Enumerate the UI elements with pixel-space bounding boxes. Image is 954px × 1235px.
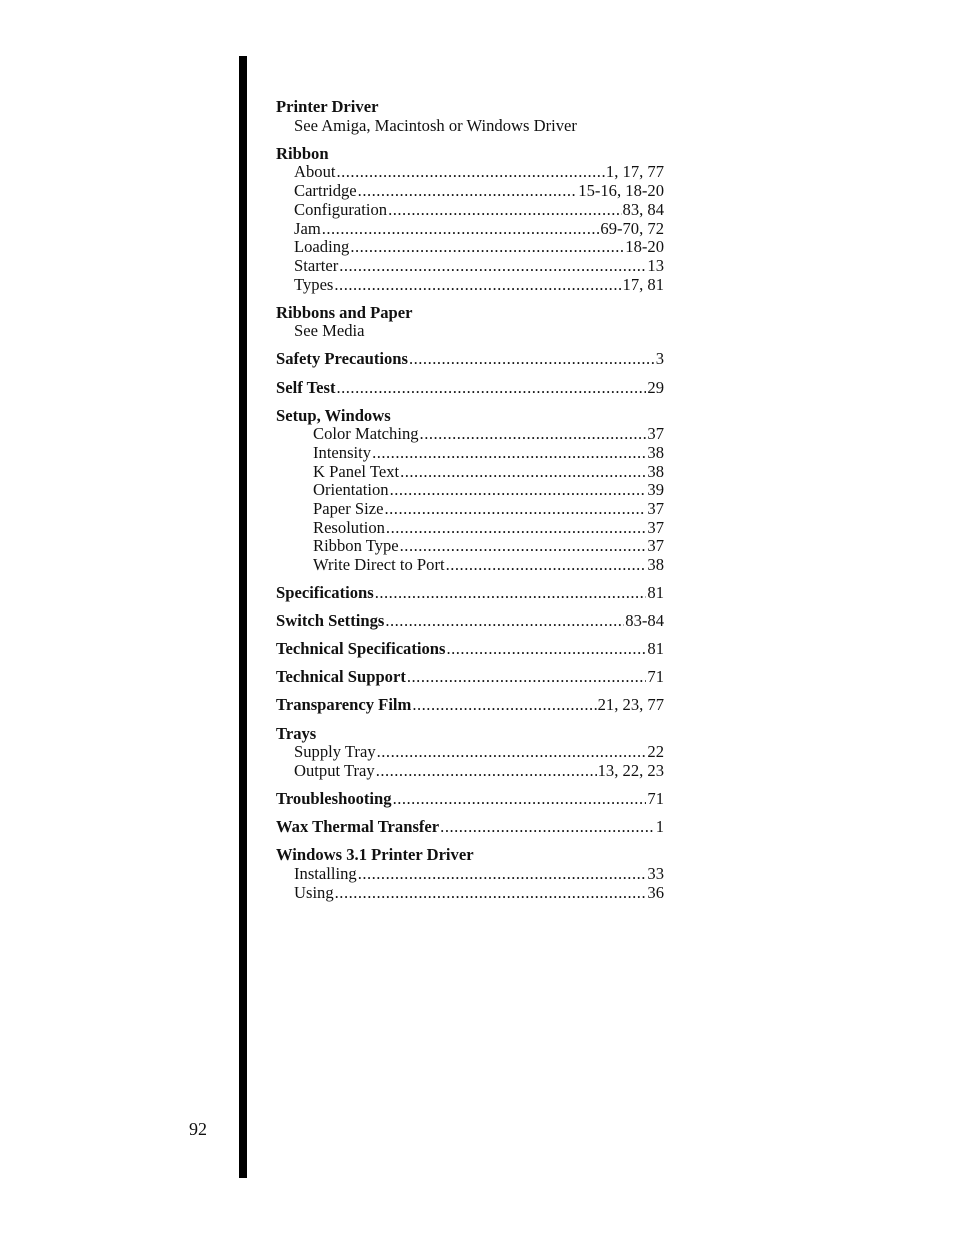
entry-heading xyxy=(276,696,664,715)
dot-leader xyxy=(385,612,624,631)
dot-leader xyxy=(440,818,655,837)
entry-title: Setup, Windows xyxy=(276,405,391,425)
entry-heading xyxy=(276,612,664,631)
entry-heading xyxy=(276,818,664,837)
sub-entry-label: Paper Size xyxy=(313,499,384,519)
page-ref: 3 xyxy=(655,349,664,369)
index-entry xyxy=(276,145,664,295)
dot-leader xyxy=(390,481,647,500)
dot-leader xyxy=(393,790,647,809)
page-ref: 39 xyxy=(647,480,664,500)
dot-leader xyxy=(375,584,647,603)
sub-entry xyxy=(276,322,664,341)
sub-entry xyxy=(276,884,664,903)
page-ref: 13 xyxy=(647,255,664,275)
index-entry xyxy=(276,407,664,575)
sub-entry-label: Loading xyxy=(294,237,350,257)
sub-entry xyxy=(276,537,664,556)
sub-entry xyxy=(276,743,664,762)
sub-entry-label: Ribbon Type xyxy=(313,536,399,556)
sub-entry-label: See Media xyxy=(294,321,365,341)
page-ref: 71 xyxy=(647,789,664,808)
sub-entry-label: Jam xyxy=(294,218,321,238)
sub-entry-label: Installing xyxy=(294,863,357,883)
dot-leader xyxy=(376,762,597,781)
page-ref: 33 xyxy=(647,863,664,883)
page-number: 92 xyxy=(189,1119,207,1139)
page-ref: 38 xyxy=(647,555,664,575)
entry-title: Ribbons and Paper xyxy=(276,302,413,322)
sub-entry-label: K Panel Text xyxy=(313,461,400,481)
sub-entry-label: Orientation xyxy=(313,480,389,500)
sub-entry-label: Configuration xyxy=(294,199,388,219)
index-entry xyxy=(276,584,664,603)
dot-leader xyxy=(350,238,624,257)
entry-title: Technical Specifications xyxy=(276,639,446,659)
dot-leader xyxy=(420,425,647,444)
entry-heading xyxy=(276,145,664,164)
dot-leader xyxy=(372,444,646,463)
sub-entry xyxy=(276,425,664,444)
sub-entry-label: Write Direct to Port xyxy=(313,555,445,575)
entry-heading xyxy=(276,98,664,117)
dot-leader xyxy=(388,201,621,220)
entry-heading xyxy=(276,790,664,809)
entry-heading xyxy=(276,640,664,659)
entry-heading xyxy=(276,350,664,369)
index-entry xyxy=(276,725,664,781)
dot-leader xyxy=(377,743,647,762)
page-ref: 38 xyxy=(647,442,664,462)
page-ref: 21, 23, 77 xyxy=(597,695,664,715)
dot-leader xyxy=(335,884,647,903)
entry-heading xyxy=(276,668,664,687)
page-ref: 1 xyxy=(655,817,664,837)
page-ref: 69-70, 72 xyxy=(600,218,664,238)
page-ref: 15-16, 18-20 xyxy=(578,181,664,201)
sub-entry-label: Starter xyxy=(294,255,339,275)
sub-entry xyxy=(276,865,664,884)
entry-heading xyxy=(276,304,664,323)
sub-entry xyxy=(276,276,664,295)
index-entry xyxy=(276,696,664,715)
sub-entry-label: Using xyxy=(294,882,334,902)
dot-leader xyxy=(400,463,646,482)
entry-heading xyxy=(276,379,664,398)
index-entry xyxy=(276,350,664,369)
page-ref: 38 xyxy=(647,461,664,481)
dot-leader xyxy=(386,519,646,538)
sub-entry-label: Resolution xyxy=(313,517,385,537)
sub-entry-label: About xyxy=(294,162,336,182)
entry-title: Ribbon xyxy=(276,143,329,163)
sub-entry xyxy=(276,117,664,136)
sub-entry-label: Intensity xyxy=(313,442,372,462)
sub-entry xyxy=(276,444,664,463)
page-ref: 37 xyxy=(647,499,664,519)
entry-heading xyxy=(276,725,664,744)
sub-entry xyxy=(276,556,664,575)
dot-leader xyxy=(336,163,604,182)
entry-title: Specifications xyxy=(276,583,374,603)
sub-entry xyxy=(276,220,664,239)
dot-leader xyxy=(385,500,647,519)
index-entry xyxy=(276,612,664,631)
page-ref: 83-84 xyxy=(625,611,664,631)
dot-leader xyxy=(407,668,647,687)
entry-title: Switch Settings xyxy=(276,611,385,631)
sub-entry xyxy=(276,481,664,500)
index-entry xyxy=(276,379,664,398)
sub-entry xyxy=(276,257,664,276)
page-ref: 17, 81 xyxy=(622,274,664,294)
dot-leader xyxy=(358,865,647,884)
entry-title: Safety Precautions xyxy=(276,349,408,369)
entry-title: Trays xyxy=(276,723,317,743)
index-entry xyxy=(276,790,664,809)
sub-entry-label: See Amiga, Macintosh or Windows Driver xyxy=(294,115,577,135)
entry-title: Self Test xyxy=(276,377,336,397)
entry-title: Troubleshooting xyxy=(276,789,392,808)
dot-leader xyxy=(334,276,621,295)
page-ref: 29 xyxy=(647,377,664,397)
entry-heading xyxy=(276,407,664,426)
sub-entry-label: Supply Tray xyxy=(294,742,376,762)
entry-title: Printer Driver xyxy=(276,97,379,116)
index-entry xyxy=(276,640,664,659)
entry-title: Windows 3.1 Printer Driver xyxy=(276,845,474,865)
page-ref: 18-20 xyxy=(625,237,664,257)
page-ref: 37 xyxy=(647,517,664,537)
page-ref: 13, 22, 23 xyxy=(597,760,664,780)
dot-leader xyxy=(339,257,646,276)
sub-entry xyxy=(276,519,664,538)
sub-entry-label: Types xyxy=(294,274,334,294)
index-entry xyxy=(276,98,664,135)
index-entry xyxy=(276,668,664,687)
dot-leader xyxy=(322,220,600,239)
page-ref: 37 xyxy=(647,424,664,444)
dot-leader xyxy=(446,556,647,575)
entry-heading xyxy=(276,584,664,603)
sub-entry xyxy=(276,163,664,182)
dot-leader xyxy=(400,537,647,556)
page-ref: 1, 17, 77 xyxy=(605,162,664,182)
entry-title: Transparency Film xyxy=(276,695,412,715)
entry-title: Technical Support xyxy=(276,667,406,687)
entry-heading xyxy=(276,846,664,865)
page-ref: 36 xyxy=(647,882,664,902)
page-ref: 83, 84 xyxy=(622,199,664,219)
index-entry xyxy=(276,304,664,341)
page-ref: 71 xyxy=(647,667,664,687)
dot-leader xyxy=(412,696,596,715)
dot-leader xyxy=(358,182,578,201)
sub-entry xyxy=(276,182,664,201)
dot-leader xyxy=(409,350,655,369)
sub-entry-label: Cartridge xyxy=(294,181,357,201)
sub-entry xyxy=(276,201,664,220)
sub-entry-label: Output Tray xyxy=(294,760,375,780)
sub-entry xyxy=(276,500,664,519)
page-ref: 37 xyxy=(647,536,664,556)
page-ref: 81 xyxy=(647,639,664,659)
margin-rule xyxy=(239,56,247,1178)
sub-entry xyxy=(276,238,664,257)
page-ref: 22 xyxy=(647,742,664,762)
index-entry xyxy=(276,818,664,837)
sub-entry-label: Color Matching xyxy=(313,424,419,444)
dot-leader xyxy=(446,640,646,659)
sub-entry xyxy=(276,463,664,482)
index-list xyxy=(276,98,664,912)
sub-entry xyxy=(276,762,664,781)
entry-title: Wax Thermal Transfer xyxy=(276,817,440,837)
page-ref: 81 xyxy=(647,583,664,603)
index-entry xyxy=(276,846,664,902)
dot-leader xyxy=(336,379,646,398)
